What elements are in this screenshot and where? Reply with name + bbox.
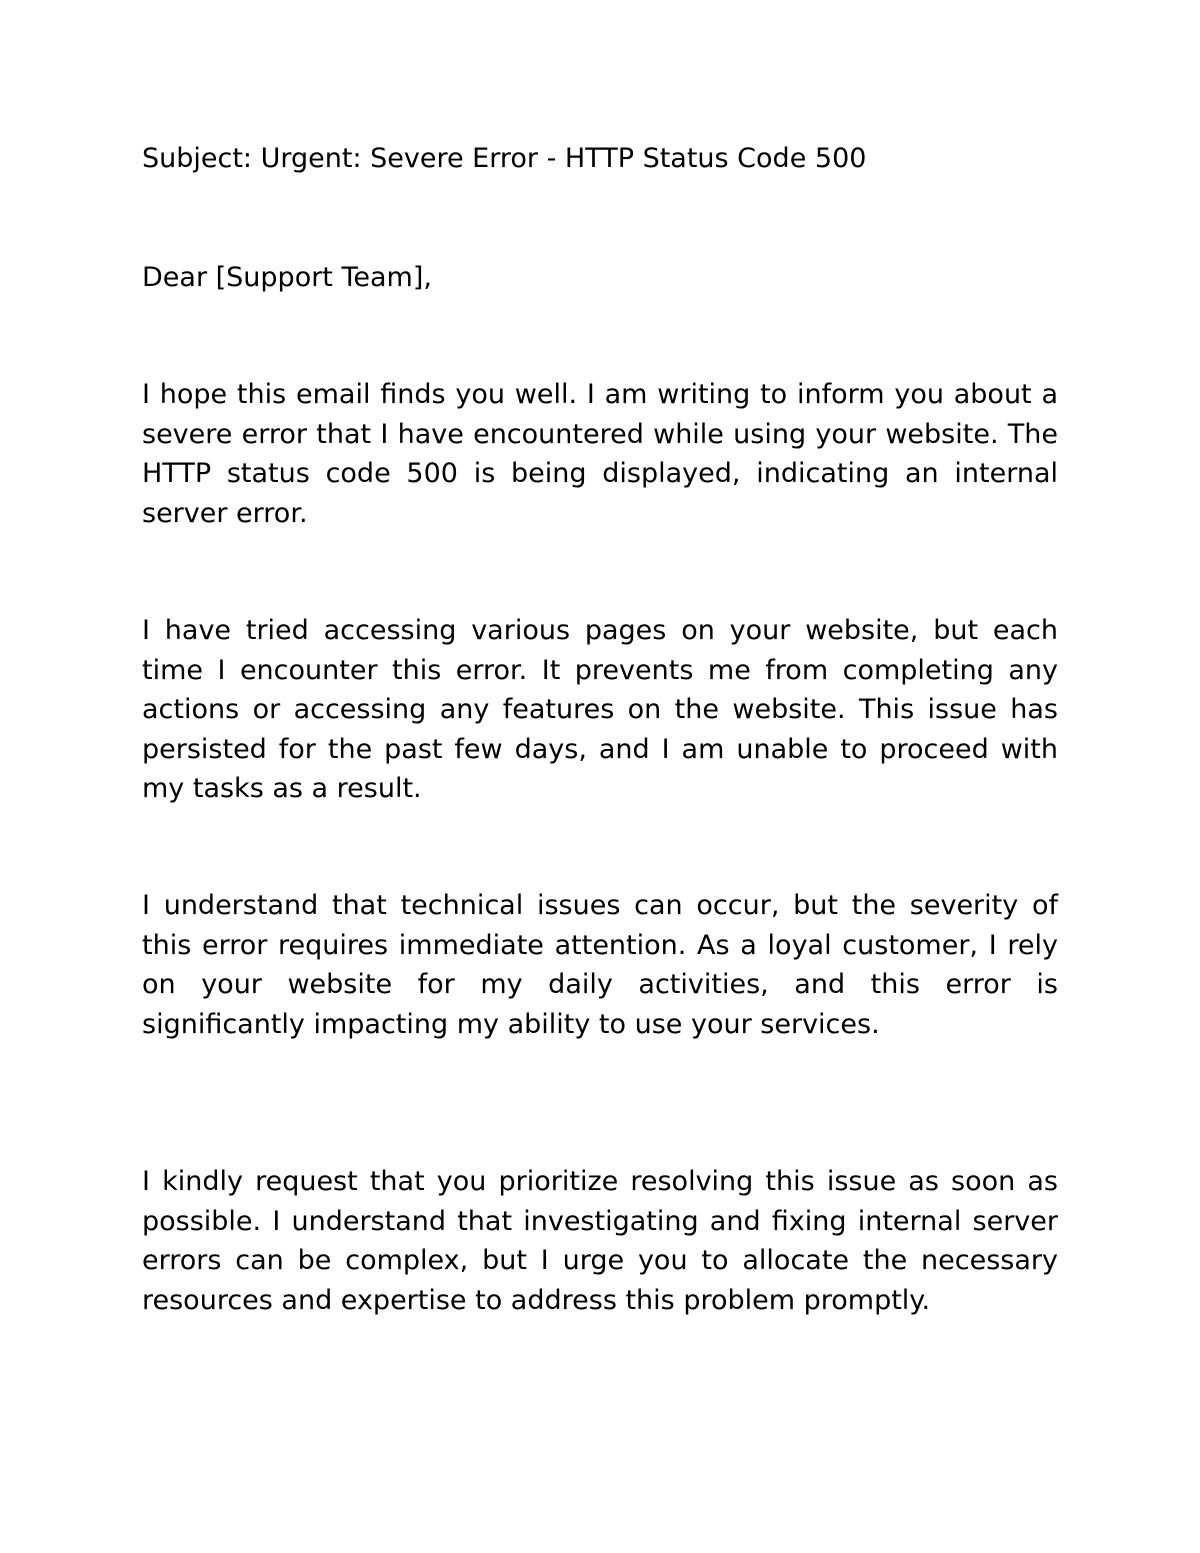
email-salutation: Dear [Support Team], [142,262,432,293]
body-paragraph-4: I kindly request that you prioritize resolving this issue as soon as possible. I understand that investigating and fixing internal server errors can be complex, but I urge you to allocate the necessary resources and expertise to address this problem promptly. [142,1166,1058,1316]
email-subject: Subject: Urgent: Severe Error - HTTP Status Code 500 [142,143,867,174]
body-paragraph-3: I understand that technical issues can occur, but the severity of this error requires immediate attention. As a loyal customer, I rely on your website for my daily activities, and this error is significantly impacting my ability to use your services. [142,890,1058,1040]
body-paragraph-1: I hope this email finds you well. I am writing to inform you about a severe error that I have encountered while using your website. The HTTP status code 500 is being displayed, indicating an internal server error. [142,379,1058,529]
body-paragraph-2: I have tried accessing various pages on your website, but each time I encounter this error. It prevents me from completing any actions or accessing any features on the website. This issue has persisted for the past few days, and I am unable to proceed with my tasks as a result. [142,615,1058,805]
